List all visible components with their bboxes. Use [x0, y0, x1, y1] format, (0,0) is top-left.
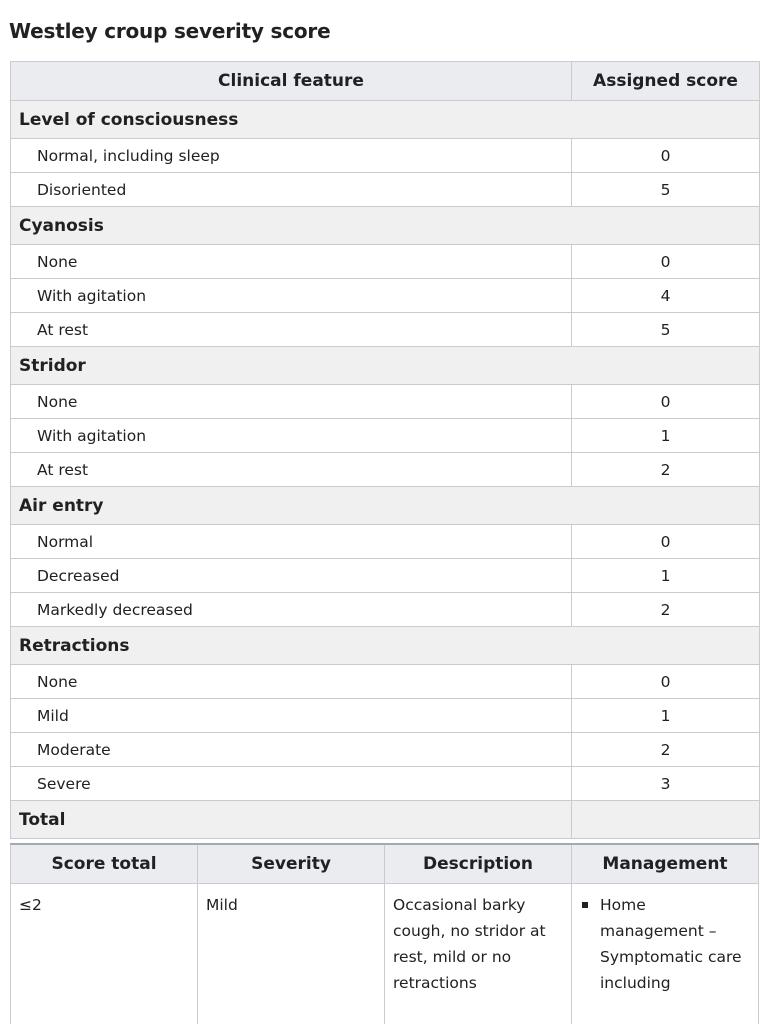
score-cell: 0: [572, 665, 760, 699]
score-cell: 5: [572, 173, 760, 207]
table-row: [11, 419, 760, 453]
westley-score-table: [10, 61, 760, 839]
score-cell: 2: [572, 733, 760, 767]
severity-row: [11, 884, 759, 1024]
feature-cell: Decreased: [11, 559, 572, 593]
table-row: [11, 453, 760, 487]
feature-cell: Disoriented: [11, 173, 572, 207]
feature-cell: Moderate: [11, 733, 572, 767]
column-header-score-total: Score total: [11, 844, 198, 884]
table-row: [11, 699, 760, 733]
category-label: Air entry: [11, 487, 760, 525]
category-label: Stridor: [11, 347, 760, 385]
total-row: [11, 801, 760, 839]
severity-table-body: [11, 884, 759, 1024]
score-cell: 0: [572, 139, 760, 173]
category-label: Level of consciousness: [11, 101, 760, 139]
table-row: [11, 559, 760, 593]
column-header-assigned-score: Assigned score: [572, 62, 760, 101]
table-row: [11, 139, 760, 173]
score-cell: 5: [572, 313, 760, 347]
category-row: [11, 101, 760, 139]
score-cell: 2: [572, 453, 760, 487]
score-total-cell: ≤2: [11, 884, 198, 1024]
table-row: [11, 385, 760, 419]
column-header-management: Management: [572, 844, 759, 884]
feature-cell: Normal, including sleep: [11, 139, 572, 173]
category-row: [11, 207, 760, 245]
feature-cell: Markedly decreased: [11, 593, 572, 627]
feature-cell: At rest: [11, 453, 572, 487]
feature-cell: Mild: [11, 699, 572, 733]
score-cell: 1: [572, 699, 760, 733]
total-value: [572, 801, 760, 839]
category-row: [11, 347, 760, 385]
score-cell: 3: [572, 767, 760, 801]
table-row: [11, 245, 760, 279]
severity-table: [10, 843, 759, 1024]
description-cell: Occasional barky cough, no stridor at rest, mild or no retractions: [385, 884, 572, 1024]
score-cell: 0: [572, 385, 760, 419]
square-bullet-icon: [582, 902, 588, 908]
management-list-item: [600, 892, 750, 996]
total-label: Total: [11, 801, 572, 839]
feature-cell: None: [11, 245, 572, 279]
feature-cell: None: [11, 665, 572, 699]
management-cell: [572, 884, 759, 1024]
feature-cell: Normal: [11, 525, 572, 559]
table-row: [11, 173, 760, 207]
table-row: [11, 767, 760, 801]
severity-table-header-row: [11, 844, 759, 884]
page-title: Westley croup severity score: [9, 19, 331, 43]
management-text: Home management – Symptomatic care including: [600, 896, 742, 992]
severity-cell: Mild: [198, 884, 385, 1024]
category-label: Retractions: [11, 627, 760, 665]
score-cell: 2: [572, 593, 760, 627]
column-header-severity: Severity: [198, 844, 385, 884]
category-row: [11, 487, 760, 525]
score-cell: 0: [572, 245, 760, 279]
category-row: [11, 627, 760, 665]
column-header-clinical-feature: Clinical feature: [11, 62, 572, 101]
score-table-body: [11, 101, 760, 839]
score-cell: 1: [572, 419, 760, 453]
feature-cell: With agitation: [11, 279, 572, 313]
table-row: [11, 665, 760, 699]
table-row: [11, 733, 760, 767]
management-list: [580, 892, 750, 996]
feature-cell: None: [11, 385, 572, 419]
score-cell: 0: [572, 525, 760, 559]
score-table-header-row: [11, 62, 760, 101]
table-row: [11, 593, 760, 627]
category-label: Cyanosis: [11, 207, 760, 245]
feature-cell: With agitation: [11, 419, 572, 453]
table-row: [11, 525, 760, 559]
table-row: [11, 279, 760, 313]
table-row: [11, 313, 760, 347]
column-header-description: Description: [385, 844, 572, 884]
score-cell: 4: [572, 279, 760, 313]
feature-cell: Severe: [11, 767, 572, 801]
score-cell: 1: [572, 559, 760, 593]
feature-cell: At rest: [11, 313, 572, 347]
